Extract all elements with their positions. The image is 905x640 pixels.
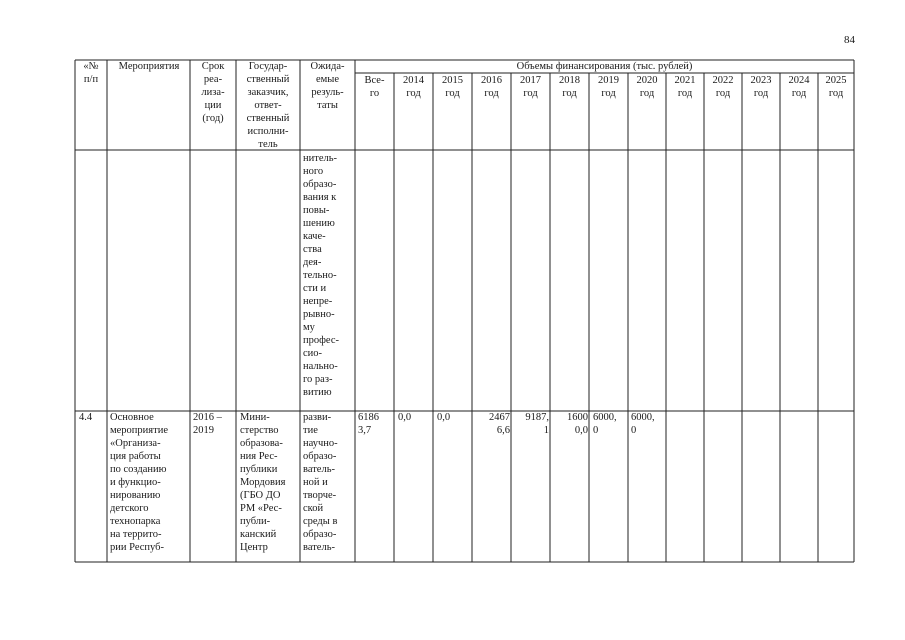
row-44-2017: 9187, 1 bbox=[525, 412, 549, 436]
cont-results-cell: нитель- ного образо- вания к повы- шению каче- ства дея- тельно- сти и непре- рывно- му профес- сио- нально- го раз- витию bbox=[303, 153, 340, 398]
header-year-2015: 2015 год bbox=[442, 75, 463, 99]
header-year-2018: 2018 год bbox=[559, 75, 580, 99]
header-results: Ожида- емые резуль- таты bbox=[310, 61, 345, 111]
row-44-num: 4.4 bbox=[79, 412, 93, 423]
row-44-total: 6186 3,7 bbox=[358, 412, 379, 436]
header-year-2025: 2025 год bbox=[825, 75, 847, 99]
header-measures: Мероприятия bbox=[118, 61, 180, 72]
header-year-2023: 2023 год bbox=[750, 75, 772, 99]
header-term: Срок реа- лиза- ции (год) bbox=[201, 61, 225, 124]
header-funding: Объемы финансирования (тыс. рублей) bbox=[516, 61, 693, 72]
header-year-2022: 2022 год bbox=[712, 75, 734, 99]
row-44-2015: 0,0 bbox=[437, 412, 451, 423]
row-44-term: 2016 – 2019 bbox=[193, 412, 222, 436]
header-total: Все- го bbox=[364, 75, 385, 99]
header-year-2016: 2016 год bbox=[481, 75, 502, 99]
row-44-2020: 6000, 0 bbox=[631, 412, 655, 436]
header-year-2017: 2017 год bbox=[520, 75, 541, 99]
header-num: «№ п/п bbox=[83, 61, 99, 85]
header-year-2021: 2021 год bbox=[674, 75, 696, 99]
header-year-2019: 2019 год bbox=[598, 75, 619, 99]
header-customer: Государ- ственный заказчик, ответ- ственный исполни- тель bbox=[246, 61, 290, 150]
header-year-2024: 2024 год bbox=[788, 75, 810, 99]
row-44-results: разви- тие научно- образо- ватель- ной и творче- ской среды в образо- ватель- bbox=[303, 412, 338, 553]
page-number: 84 bbox=[844, 34, 855, 46]
row-44-2018: 1600 0,0 bbox=[567, 412, 588, 436]
row-44-2019: 6000, 0 bbox=[593, 412, 617, 436]
row-44-2014: 0,0 bbox=[398, 412, 412, 423]
row-44-2016: 2467 6,6 bbox=[489, 412, 510, 436]
row-44-measure: Основное мероприятие «Организа- ция работы по созданию и функцио- нированию детского технопарка на террито- рии Респуб- bbox=[110, 412, 168, 553]
row-44-customer: Мини- стерство образова- ния Рес- публики Мордовия (ГБО ДО РМ «Рес- публи- канский Центр bbox=[240, 412, 286, 553]
header-year-2020: 2020 год bbox=[636, 75, 658, 99]
header-year-2014: 2014 год bbox=[403, 75, 424, 99]
